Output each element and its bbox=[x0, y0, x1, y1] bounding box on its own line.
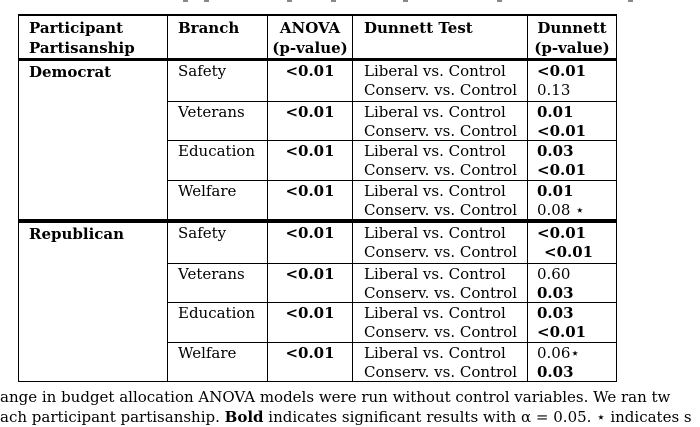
cropped-text-fragment bbox=[287, 0, 292, 2]
table-header-row bbox=[19, 16, 616, 61]
header-participant-partisanship bbox=[19, 16, 168, 58]
dunnett-test-cell bbox=[353, 141, 528, 180]
caption-line-2 bbox=[0, 408, 700, 427]
header-dunnett-pvalue bbox=[528, 16, 616, 58]
section-rows bbox=[168, 223, 616, 381]
branch-cell: Safety bbox=[168, 61, 268, 101]
p-value: <0.01 bbox=[537, 122, 616, 141]
comparison-label: Liberal vs. Control bbox=[364, 304, 527, 323]
branch-cell: Veterans bbox=[168, 264, 268, 303]
caption-line-1: ange in budget allocation ANOVA models were run without control variables. We ran tw bbox=[0, 388, 700, 408]
header-line: Dunnett Test bbox=[364, 18, 527, 38]
caption-line-2-post: indicates significant results with α = 0.05. ⋆ indicates s bbox=[264, 408, 692, 426]
dunnett-pvalue-cell bbox=[528, 181, 616, 220]
header-line: Branch bbox=[178, 18, 267, 38]
dunnett-test-cell bbox=[353, 223, 528, 263]
section-republican bbox=[19, 223, 616, 381]
p-value: <0.01 bbox=[537, 243, 616, 262]
comparison-label: Liberal vs. Control bbox=[364, 344, 527, 363]
comparison-label: Liberal vs. Control bbox=[364, 182, 527, 201]
table-row bbox=[168, 101, 616, 141]
p-value: <0.01 bbox=[537, 62, 616, 81]
p-value: <0.01 bbox=[537, 323, 616, 342]
p-value: <0.01 bbox=[537, 224, 616, 243]
comparison-label: Liberal vs. Control bbox=[364, 142, 527, 161]
dunnett-pvalue-cell bbox=[528, 343, 616, 382]
table-row bbox=[168, 263, 616, 303]
comparison-label: Conserv. vs. Control bbox=[364, 122, 527, 141]
dunnett-pvalue-cell bbox=[528, 61, 616, 101]
anova-pvalue-cell: <0.01 bbox=[268, 61, 353, 101]
comparison-label: Liberal vs. Control bbox=[364, 62, 527, 81]
p-value: 0.03 bbox=[537, 284, 616, 303]
p-value: 0.03 bbox=[537, 363, 616, 382]
cropped-text-fragment bbox=[628, 0, 633, 2]
header-line: Dunnett bbox=[528, 18, 616, 38]
comparison-label: Conserv. vs. Control bbox=[364, 363, 527, 382]
table-row bbox=[168, 302, 616, 342]
comparison-label: Conserv. vs. Control bbox=[364, 161, 527, 180]
p-value: 0.06⋆ bbox=[537, 344, 616, 363]
branch-cell: Veterans bbox=[168, 102, 268, 141]
table-caption bbox=[0, 388, 700, 427]
comparison-label: Conserv. vs. Control bbox=[364, 323, 527, 342]
header-line: (p-value) bbox=[268, 38, 352, 58]
dunnett-pvalue-cell bbox=[528, 223, 616, 263]
p-value: 0.60 bbox=[537, 265, 616, 284]
anova-pvalue-cell: <0.01 bbox=[268, 264, 353, 303]
anova-pvalue-cell: <0.01 bbox=[268, 303, 353, 342]
comparison-label: Conserv. vs. Control bbox=[364, 243, 527, 262]
dunnett-test-cell bbox=[353, 303, 528, 342]
comparison-label: Liberal vs. Control bbox=[364, 103, 527, 122]
caption-line-2-pre: ach participant partisanship. bbox=[0, 408, 225, 426]
p-value: 0.03 bbox=[537, 304, 616, 323]
dunnett-test-cell bbox=[353, 102, 528, 141]
table-row bbox=[168, 61, 616, 101]
dunnett-pvalue-cell bbox=[528, 303, 616, 342]
table-row bbox=[168, 223, 616, 263]
comparison-label: Liberal vs. Control bbox=[364, 265, 527, 284]
branch-cell: Welfare bbox=[168, 343, 268, 382]
cropped-text-fragment bbox=[403, 0, 408, 2]
dunnett-test-cell bbox=[353, 181, 528, 220]
anova-pvalue-cell: <0.01 bbox=[268, 343, 353, 382]
p-value: <0.01 bbox=[537, 161, 616, 180]
anova-results-table bbox=[18, 14, 617, 382]
cropped-text-fragment bbox=[183, 0, 188, 2]
section-rows bbox=[168, 61, 616, 219]
header-line: Participant bbox=[29, 18, 167, 38]
anova-pvalue-cell: <0.01 bbox=[268, 141, 353, 180]
header-line: ANOVA bbox=[268, 18, 352, 38]
dunnett-pvalue-cell bbox=[528, 141, 616, 180]
comparison-label: Conserv. vs. Control bbox=[364, 81, 527, 100]
header-branch bbox=[168, 16, 268, 58]
cropped-text-fragment bbox=[204, 0, 209, 2]
header-anova-pvalue bbox=[268, 16, 353, 58]
header-line: (p-value) bbox=[528, 38, 616, 58]
p-value: 0.01 bbox=[537, 103, 616, 122]
table-row bbox=[168, 342, 616, 382]
branch-cell: Education bbox=[168, 303, 268, 342]
branch-cell: Education bbox=[168, 141, 268, 180]
branch-cell: Welfare bbox=[168, 181, 268, 220]
dunnett-test-cell bbox=[353, 343, 528, 382]
comparison-label: Liberal vs. Control bbox=[364, 224, 527, 243]
comparison-label: Conserv. vs. Control bbox=[364, 201, 527, 220]
p-value: 0.01 bbox=[537, 182, 616, 201]
branch-cell: Safety bbox=[168, 223, 268, 263]
header-dunnett-test bbox=[353, 16, 528, 58]
p-value: 0.13 bbox=[537, 81, 616, 100]
table-row bbox=[168, 140, 616, 180]
dunnett-pvalue-cell bbox=[528, 264, 616, 303]
header-line: Partisanship bbox=[29, 38, 167, 58]
partisanship-label: Republican bbox=[19, 223, 168, 381]
dunnett-test-cell bbox=[353, 61, 528, 101]
cropped-text-fragment bbox=[331, 0, 336, 2]
caption-bold-word: Bold bbox=[225, 408, 264, 426]
comparison-label: Conserv. vs. Control bbox=[364, 284, 527, 303]
p-value: 0.03 bbox=[537, 142, 616, 161]
table-row bbox=[168, 180, 616, 220]
partisanship-label: Democrat bbox=[19, 61, 168, 219]
anova-pvalue-cell: <0.01 bbox=[268, 223, 353, 263]
p-value: 0.08 ⋆ bbox=[537, 201, 616, 220]
dunnett-pvalue-cell bbox=[528, 102, 616, 141]
anova-pvalue-cell: <0.01 bbox=[268, 102, 353, 141]
anova-pvalue-cell: <0.01 bbox=[268, 181, 353, 220]
cropped-text-fragment bbox=[497, 0, 502, 2]
section-democrat bbox=[19, 61, 616, 219]
dunnett-test-cell bbox=[353, 264, 528, 303]
